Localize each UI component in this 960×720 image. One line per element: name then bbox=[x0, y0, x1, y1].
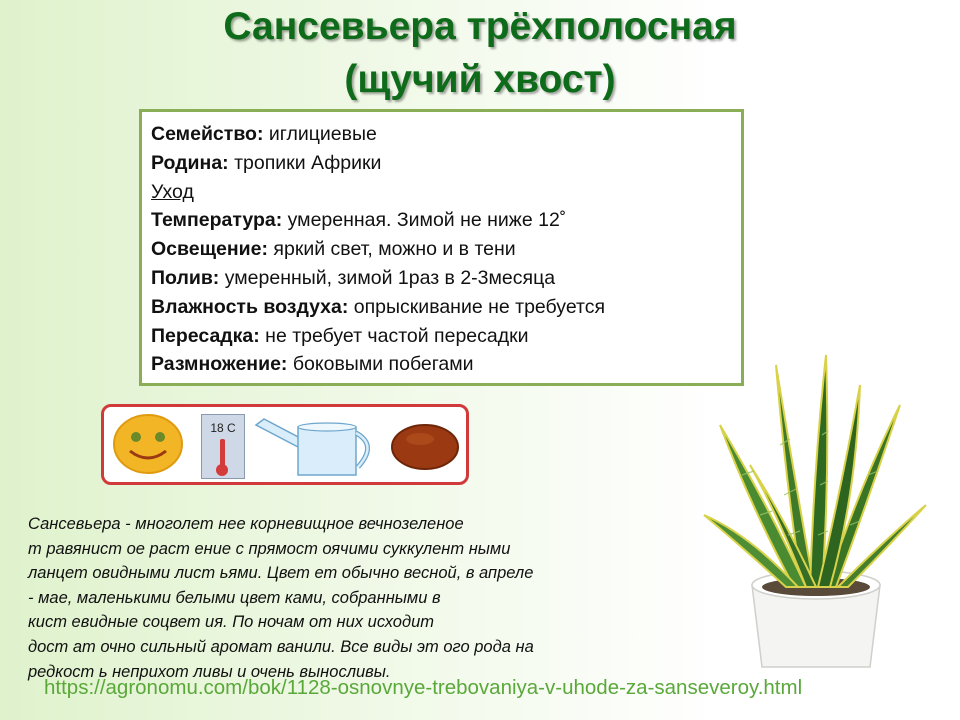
thermometer-icon bbox=[201, 414, 245, 479]
info-homeland: Родина: тропики Африки bbox=[151, 151, 382, 174]
description-line: ланцет овидными лист ьями. Цвет ет обычно весной, в апреле bbox=[28, 564, 534, 583]
watering-can-icon bbox=[254, 415, 380, 477]
sansevieria-plant-image bbox=[690, 335, 940, 670]
info-humidity: Влажность воздуха: опрыскивание не требуется bbox=[151, 295, 606, 318]
smiley-sun-icon bbox=[112, 413, 184, 475]
info-propagation: Размножение: боковыми побегами bbox=[151, 353, 474, 376]
page-title bbox=[150, 0, 810, 106]
care-info-box bbox=[139, 109, 744, 386]
description-text bbox=[28, 512, 688, 684]
info-family: Семейство: иглициевые bbox=[151, 123, 377, 145]
description-line: редкост ь неприхот ливы и очень выносливы. bbox=[28, 662, 391, 681]
description-line: дост ат очно сильный аромат ванили. Все виды эт ого рода на bbox=[28, 637, 534, 656]
description-line: т равянист ое раст ение с прямост оячими суккулент ными bbox=[28, 539, 511, 558]
thermometer-tube bbox=[220, 439, 225, 467]
info-lighting: Освещение: яркий свет, можно и в тени bbox=[151, 238, 516, 261]
care-icons-strip bbox=[101, 404, 469, 485]
care-heading: Уход bbox=[151, 180, 194, 203]
source-url: https://agronomu.com/bok/1128-osnovnye-trebovaniya-v-uhode-za-sanseveroy.html bbox=[44, 676, 803, 699]
description-line: Сансевьера - многолет нее корневищное вечнозеленое bbox=[28, 515, 464, 533]
title-line-2: (щучий хвост) bbox=[344, 58, 616, 101]
info-care bbox=[151, 178, 741, 207]
description-line: кист евидные соцвет ия. По ночам от них исходит bbox=[28, 613, 434, 632]
thermometer-bulb bbox=[216, 464, 228, 476]
thermometer-label: 18 С bbox=[210, 421, 236, 435]
info-temperature: Температура: умеренная. Зимой не ниже 12˚ bbox=[151, 209, 567, 232]
description-line: - мае, маленькими белыми цвет ками, собранными в bbox=[28, 588, 441, 607]
title-line-1: Сансевьера трёхполосная bbox=[223, 5, 737, 48]
brown-oval-icon bbox=[390, 423, 460, 471]
leaves bbox=[704, 355, 926, 587]
info-watering: Полив: умеренный, зимой 1раз в 2-3месяца bbox=[151, 266, 556, 289]
info-repotting: Пересадка: не требует частой пересадки bbox=[151, 324, 529, 347]
